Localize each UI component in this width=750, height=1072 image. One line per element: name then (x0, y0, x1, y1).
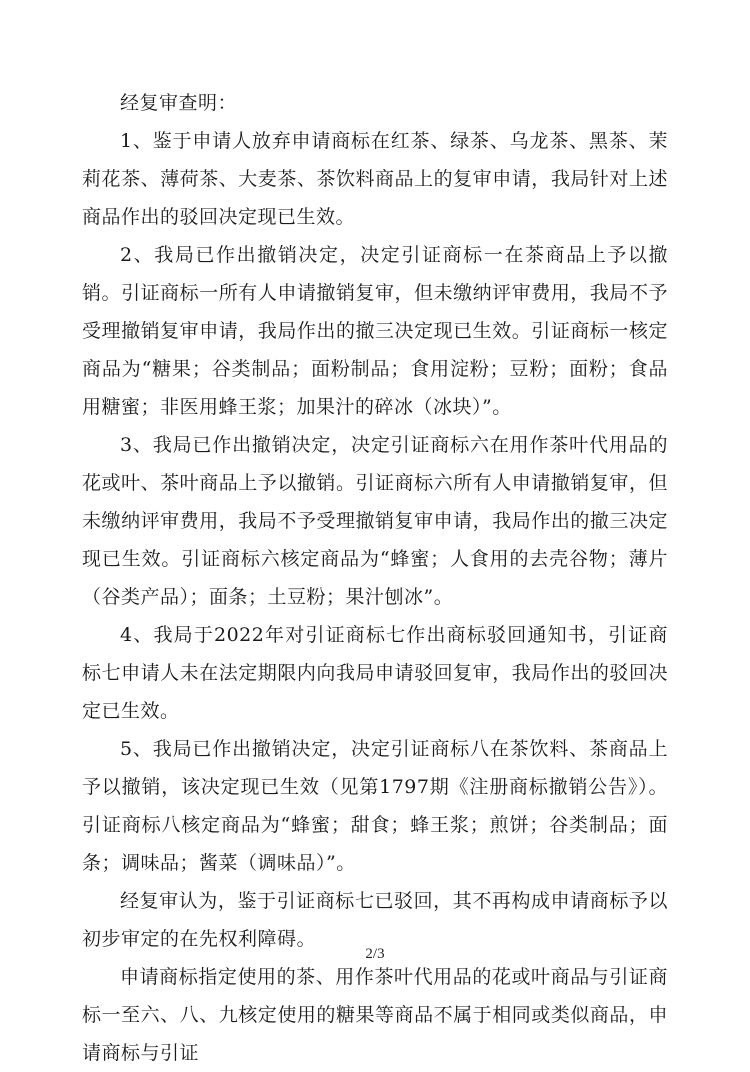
paragraph-item-3: 3、我局已作出撤销决定，决定引证商标六在用作茶叶代用品的花或叶、茶叶商品上予以撤销。引证商标六所有人申请撤销复审，但未缴纳评审费用，我局不予受理撤销复审申请，我局作出的撤三决定现已生效。引证商标六核定商品为“蜂蜜；人食用的去壳谷物；薄片（谷类产品）；面条；土豆粉；果汁刨冰”。 (82, 434, 668, 608)
document-body (82, 84, 668, 1072)
paragraph-item-4: 4、我局于2022年对引证商标七作出商标驳回通知书，引证商标七申请人未在法定期限内向我局申请驳回复审，我局作出的驳回决定已生效。 (82, 624, 668, 722)
paragraph-goods-comparison: 申请商标指定使用的茶、用作茶叶代用品的花或叶商品与引证商标一至六、八、九核定使用的糖果等商品不属于相同或类似商品，申请商标与引证 (82, 966, 668, 1064)
paragraph-item-5: 5、我局已作出撤销决定，决定引证商标八在茶饮料、茶商品上予以撤销，该决定现已生效（见第1797期《注册商标撤销公告》）。 引证商标八核定商品为“蜂蜜；甜食；蜂王浆；煎饼；谷类制品；面条；调味品；酱菜（调味品）”。 (82, 738, 668, 874)
paragraph-review-opinion: 经复审认为，鉴于引证商标七已驳回，其不再构成申请商标予以初步审定的在先权利障碍。 (82, 890, 668, 950)
page-number: 2/3 (365, 946, 385, 962)
paragraph-item-1: 1、鉴于申请人放弃申请商标在红茶、绿茶、乌龙茶、黑茶、茉莉花茶、薄荷茶、大麦茶、茶饮料商品上的复审申请，我局针对上述商品作出的驳回决定现已生效。 (82, 130, 668, 228)
paragraph-intro: 经复审查明： (120, 92, 238, 114)
paragraph-item-2: 2、我局已作出撤销决定，决定引证商标一在茶商品上予以撤销。引证商标一所有人申请撤销复审，但未缴纳评审费用，我局不予受理撤销复审申请，我局作出的撤三决定现已生效。引证商标一核定商品为“糖果；谷类制品；面粉制品；食用淀粉；豆粉；面粉；食品用糖蜜；非医用蜂王浆；加果汁的碎冰（冰块）”。 (82, 244, 668, 418)
